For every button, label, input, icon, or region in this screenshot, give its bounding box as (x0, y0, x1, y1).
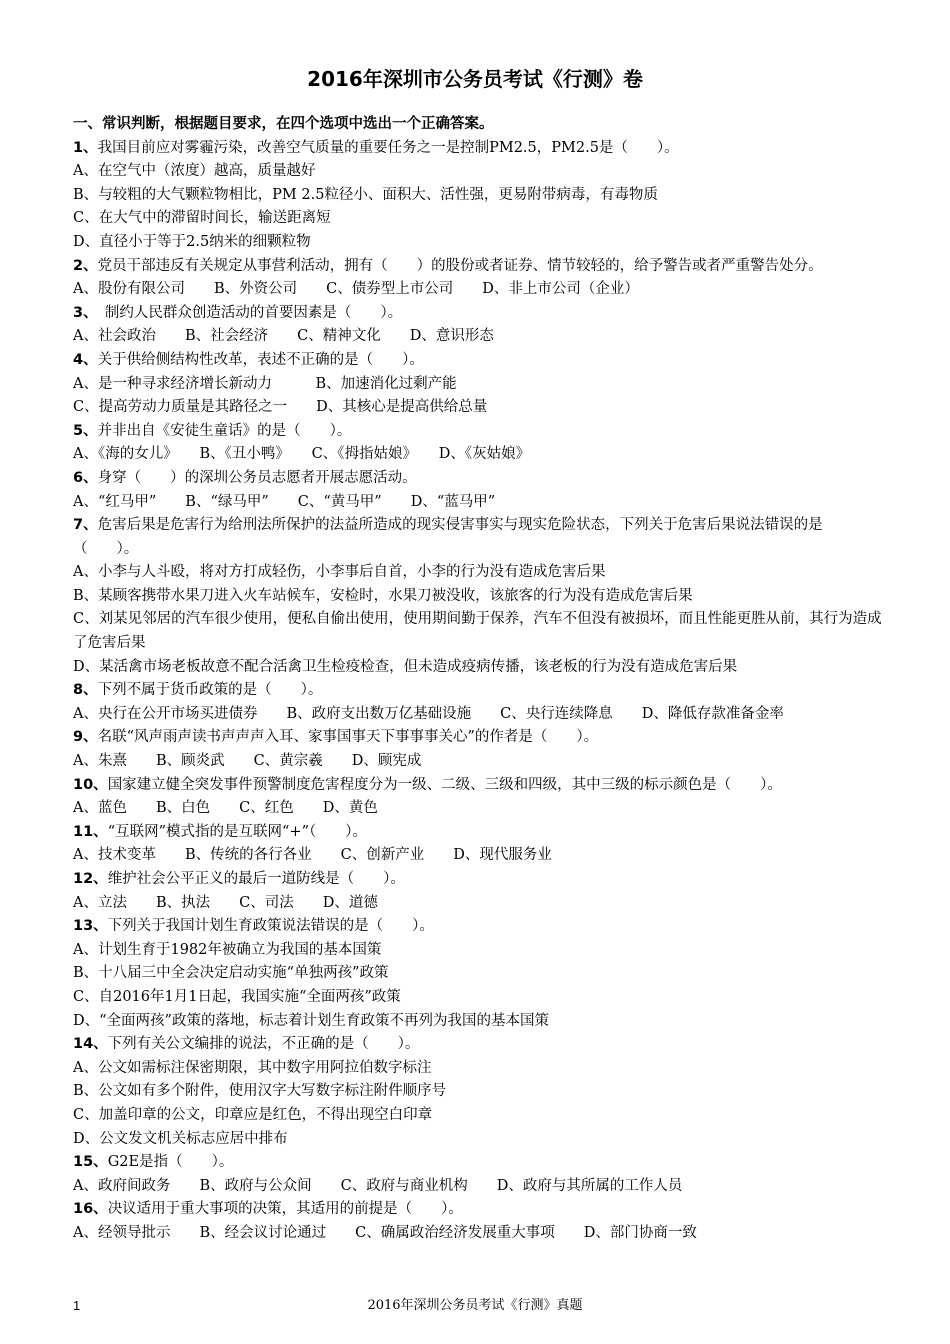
answer-option: A、在空气中（浓度）越高，质量越好 (73, 163, 316, 180)
question-text: 维护社会公平正义的最后一道防线是（ ）。 (107, 871, 405, 887)
question-stem (73, 420, 883, 444)
question-number: 2、 (73, 257, 98, 274)
answer-option: C、在大气中的滞留时间长，输送距离短 (73, 210, 331, 227)
answer-option: D、“全面两孩”政策的落地，标志着计划生育政策不再列为我国的基本国策 (73, 1012, 549, 1029)
question-number: 4、 (73, 351, 98, 368)
question-text: 党员干部违反有关规定从事营利活动，拥有（ ）的股份或者证券、情节较轻的，给予警告或者严重警告处分。 (97, 257, 823, 274)
answer-option: B、公文如有多个附件，使用汉字大写数字标注附件顺序号 (73, 1083, 447, 1100)
question-number: 9、 (73, 729, 98, 746)
answer-option: A、“红马甲” B、“绿马甲” C、“黄马甲” D、“蓝马甲” (73, 493, 496, 510)
question-number: 12、 (73, 871, 108, 887)
question-text: “互联网”模式指的是互联网“+”（ ）。 (107, 823, 367, 840)
question-number: 7、 (73, 517, 98, 534)
question-stem (73, 821, 883, 845)
question-stem (73, 467, 883, 491)
footer-title: 2016年深圳公务员考试《行测》真题 (367, 1298, 583, 1313)
question-number: 13、 (73, 918, 108, 935)
answer-option: B、某顾客携带水果刀进入火车站候车，安检时，水果刀被没收，该旅客的行为没有造成危害后果 (73, 587, 693, 604)
question-text: 制约人民群众创造活动的首要因素是（ ）。 (90, 304, 403, 321)
question-text: 下列有关公文编排的说法，不正确的是（ ）。 (107, 1036, 420, 1053)
page-number: 1 (73, 1298, 81, 1313)
answer-option: A、技术变革 B、传统的各行各业 C、创新产业 D、现代服务业 (73, 847, 552, 864)
section-heading: 一、常识判断，根据题目要求，在四个选项中选出一个正确答案。 (73, 116, 494, 132)
question-stem (73, 514, 883, 561)
answer-option: D、某活禽市场老板故意不配合活禽卫生检疫检查，但未造成疫病传播，该老板的行为没有造成危害后果 (73, 658, 738, 675)
question-number: 5、 (73, 422, 98, 439)
question-number: 8、 (73, 682, 98, 699)
question-stem (73, 915, 883, 939)
question-stem (73, 774, 883, 798)
question-list (73, 113, 883, 1246)
answer-option: D、公文发文机关标志应居中排布 (73, 1130, 288, 1147)
answer-option: A、政府间政务 B、政府与公众间 C、政府与商业机构 D、政府与其所属的工作人员 (73, 1177, 683, 1194)
question-text: 并非出自《安徒生童话》的是（ ）。 (97, 422, 352, 439)
question-number: 3、 (73, 304, 91, 321)
question-number: 16、 (73, 1201, 108, 1218)
answer-option: A、《海的女儿》 B、《丑小鸭》 C、《拇指姑娘》 D、《灰姑娘》 (73, 446, 531, 463)
question-stem (73, 1151, 883, 1175)
answer-option: B、十八届三中全会决定启动实施“单独两孩”政策 (73, 965, 389, 982)
question-number: 15、 (73, 1154, 108, 1171)
question-stem (73, 679, 883, 703)
question-text: 决议适用于重大事项的决策，其适用的前提是（ ）。 (107, 1201, 463, 1218)
answer-option: A、小李与人斗殴，将对方打成轻伤，小李事后自首，小李的行为没有造成危害后果 (73, 564, 606, 581)
answer-option: C、刘某见邻居的汽车很少使用，便私自偷出使用，使用期间勤于保养，汽车不但没有被损坏，而且性能更胜从前，其行为造成了危害后果 (73, 611, 882, 652)
question-number: 6、 (73, 469, 98, 486)
answer-option: A、立法 B、执法 C、司法 D、道德 (73, 894, 378, 911)
question-text: G2E是指（ ）。 (107, 1154, 234, 1171)
answer-option: A、公文如需标注保密期限，其中数字用阿拉伯数字标注 (73, 1059, 432, 1076)
question-text: 国家建立健全突发事件预警制度危害程度分为一级、二级、三级和四级，其中三级的标示颜色是（ ）。 (107, 776, 782, 793)
answer-option: A、计划生育于1982年被确立为我国的基本国策 (73, 941, 382, 958)
question-stem (73, 349, 883, 373)
answer-option: C、自2016年1月1日起，我国实施“全面两孩”政策 (73, 988, 401, 1005)
answer-option: C、提高劳动力质量是其路径之一 D、其核心是提高供给总量 (73, 399, 488, 416)
question-stem (73, 1198, 883, 1222)
answer-option: A、朱熹 B、顾炎武 C、黄宗羲 D、顾宪成 (73, 753, 422, 770)
question-number: 11、 (73, 823, 108, 840)
answer-option: A、蓝色 B、白色 C、红色 D、黄色 (73, 800, 378, 817)
question-stem (73, 302, 883, 326)
question-text: 身穿（ ）的深圳公务员志愿者开展志愿活动。 (97, 469, 417, 486)
answer-option: B、与较粗的大气颗粒物相比，PM 2.5粒径小、面积大、活性强，更易附带病毒，有毒物质 (73, 186, 658, 203)
answer-option: C、加盖印章的公文，印章应是红色，不得出现空白印章 (73, 1106, 433, 1123)
question-number: 14、 (73, 1036, 108, 1053)
answer-option: A、股份有限公司 B、外资公司 C、债券型上市公司 D、非上市公司（企业） (73, 281, 639, 298)
question-stem (73, 137, 883, 161)
question-text: 关于供给侧结构性改革，表述不正确的是（ ）。 (97, 351, 424, 368)
question-stem (73, 726, 883, 750)
answer-option: A、社会政治 B、社会经济 C、精神文化 D、意识形态 (73, 328, 494, 345)
answer-option: D、直径小于等于2.5纳米的细颗粒物 (73, 233, 311, 250)
question-text: 下列关于我国计划生育政策说法错误的是（ ）。 (107, 918, 434, 935)
question-stem (73, 868, 883, 892)
question-text: 我国目前应对雾霾污染，改善空气质量的重要任务之一是控制PM2.5，PM2.5是（ ）。 (97, 139, 679, 156)
question-stem (73, 255, 883, 279)
question-number: 10、 (73, 776, 108, 793)
question-text: 名联“风声雨声读书声声声入耳、家事国事天下事事事关心”的作者是（ ）。 (97, 729, 599, 746)
question-number: 1、 (73, 139, 98, 156)
page-footer (0, 1294, 950, 1318)
answer-option: A、经领导批示 B、经会议讨论通过 C、确属政治经济发展重大事项 D、部门协商一致 (73, 1224, 697, 1241)
question-text: 下列不属于货币政策的是（ ）。 (97, 682, 323, 699)
answer-option: A、央行在公开市场买进债券 B、政府支出数万亿基础设施 C、央行连续降息 D、降低存款准备金率 (73, 705, 784, 722)
answer-option: A、是一种寻求经济增长新动力 B、加速消化过剩产能 (73, 375, 457, 392)
page-title: 2016年深圳市公务员考试《行测》卷 (307, 67, 643, 91)
question-text: 危害后果是危害行为给刑法所保护的法益所造成的现实侵害事实与现实危险状态，下列关于危害后果说法错误的是（ ）。 (73, 517, 823, 557)
question-stem (73, 1033, 883, 1057)
